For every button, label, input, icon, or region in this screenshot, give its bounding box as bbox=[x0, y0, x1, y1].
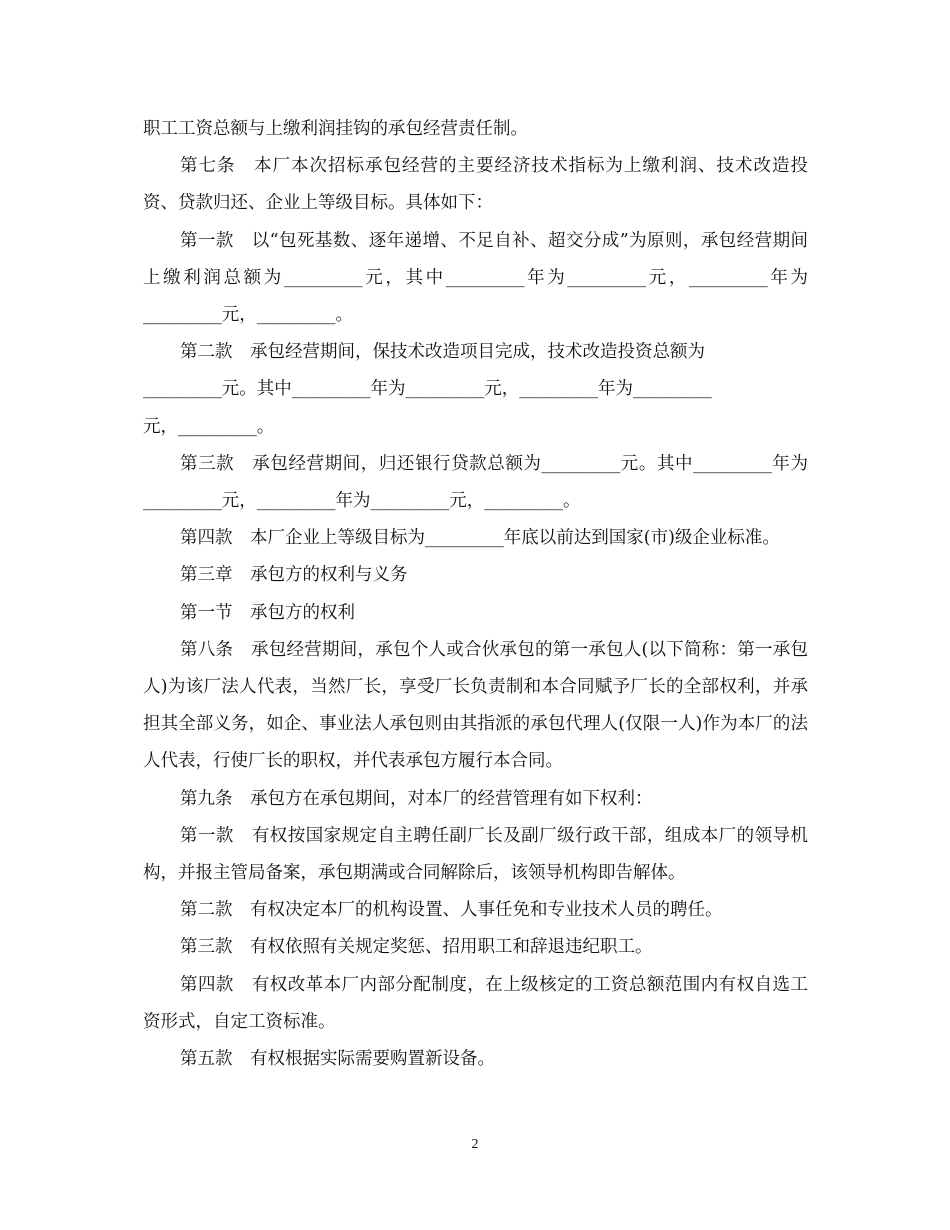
document-body bbox=[143, 111, 808, 1078]
article-7-clause-1: 第一款 以“包死基数、逐年递增、不足自补、超交分成”为原则，承包经营期间上缴利润总额为_________元，其中_________年为_________元，_________年为_________元，_________。 bbox=[143, 230, 808, 326]
article-9-clause-5: 第五款 有权根据实际需要购置新设备。 bbox=[180, 1049, 495, 1070]
article-7: 第七条 本厂本次招标承包经营的主要经济技术指标为上缴利润、技术改造投资、贷款归还、企业上等级目标。具体如下： bbox=[143, 156, 808, 214]
article-9-clause-1: 第一款 有权按国家规定自主聘任副厂长及副厂级行政干部，组成本厂的领导机构，并报主管局备案，承包期满或合同解除后，该领导机构即告解体。 bbox=[143, 825, 808, 884]
article-7-clause-4: 第四款 本厂企业上等级目标为_________年底以前达到国家(市)级企业标准。 bbox=[180, 528, 780, 549]
article-7-clause-3: 第三款 承包经营期间，归还银行贷款总额为_________元。其中_________年为_________元，_________年为_________元，_________。 bbox=[143, 453, 808, 512]
section-1-heading: 第一节 承包方的权利 bbox=[180, 602, 355, 623]
article-7-clause-2: 第二款 承包经营期间，保技术改造项目完成，技术改造投资总额为 _________元。其中_________年为_________元，_________年为_________ 元，_________。 bbox=[143, 342, 712, 437]
chapter-3-heading: 第三章 承包方的权利与义务 bbox=[180, 565, 408, 586]
paragraph-continuation: 职工工资总额与上缴利润挂钩的承包经营责任制。 bbox=[143, 119, 528, 139]
article-9-clause-2: 第二款 有权决定本厂的机构设置、人事任免和专业技术人员的聘任。 bbox=[180, 900, 723, 921]
article-9-clause-4: 第四款 有权改革本厂内部分配制度，在上级核定的工资总额范围内有权自选工资形式，自定工资标准。 bbox=[143, 974, 808, 1032]
article-9-clause-3: 第三款 有权依照有关规定奖惩、招用职工和辞退违纪职工。 bbox=[180, 937, 653, 958]
page-number: 2 bbox=[471, 1137, 479, 1152]
article-9: 第九条 承包方在承包期间，对本厂的经营管理有如下权利： bbox=[180, 788, 653, 809]
article-8: 第八条 承包经营期间，承包个人或合伙承包的第一承包人(以下简称：第一承包人)为该厂法人代表，当然厂长，享受厂长负责制和本合同赋予厂长的全部权利，并承担其全部义务，如企、事业法人承包则由其指派的承包代理人(仅限一人)作为本厂的法人代表，行使厂长的职权，并代表承包方履行本合同。 bbox=[143, 639, 808, 772]
